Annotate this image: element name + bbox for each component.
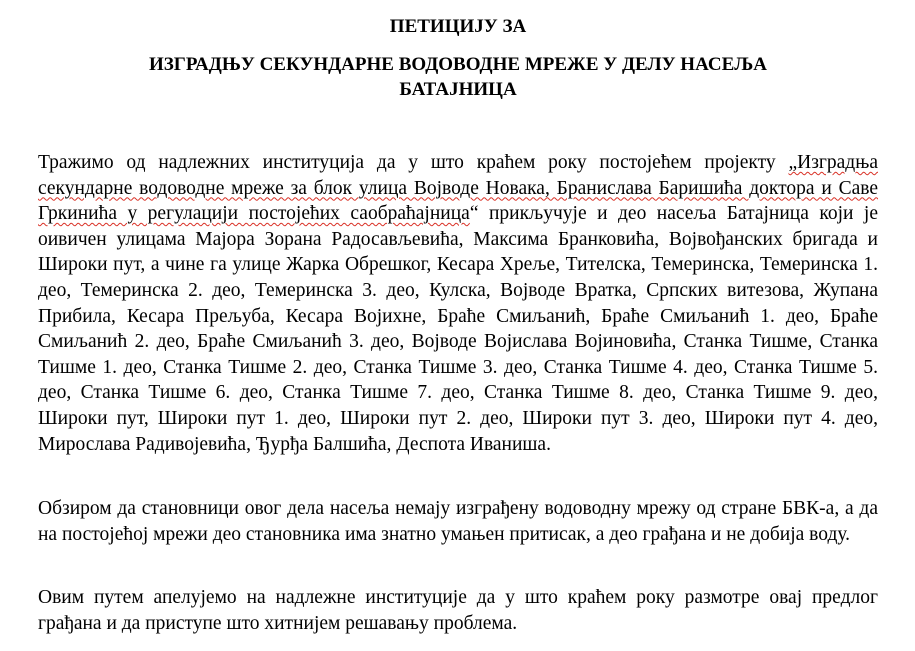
project-title-spellcheck: „Изградња секундарне водоводне мреже за блок улица Војводе Новака, Бранислава Баришића доктора и Саве Гркинића у регулацији постојећих саобраћајница [38, 152, 878, 225]
paragraph-reason: Обзиром да становници овог дела насеља немају изграђену водоводну мрежу од стране БВК-а, а да на постојећој мрежи део становника има знатно умањен притисак, а део грађана и не добија воду. [38, 498, 878, 545]
paragraph-appeal: Овим путем апелујемо на надлежне институције да у што краћем року размотре овај предлог грађана и да приступе што хитнијем решавању проблема. [38, 587, 878, 634]
paragraph-request [38, 150, 878, 457]
petition-heading-line-2: ИЗГРАДЊУ СЕКУНДАРНЕ ВОДОВОДНЕ МРЕЖЕ У ДЕЛУ НАСЕЉА [148, 54, 768, 75]
paragraph-request-lead: Тражимо од надлежних институција да у што краћем року постојећем пројекту [38, 152, 789, 173]
paragraph-request-streets: “ прикључује и део насеља Батајница који је оивичен улицама Мајора Зорана Радосављевића, Максима Бранковића, Војвођанских бригада и Широки пут, а чине га улице Жарка Обрешког, Кесара Хреље, Тителска, Темеринска, Темеринска 1. део, Темеринска 2. део, Темеринска 3. део, Кулска, Војводе Вратка, Српских витезова, Жупана Прибила, Кесара Прељуба, Кесара Војихне, Браће Смиљанић, Браће Смиљанић 1. део, Браће Смиљанић 2. део, Браће Смиљанић 3. део, Војводе Војислава Војиновића, Станка Тишме, Станка Тишме 1. део, Станка Тишме 2. део, Станка Тишме 3. део, Станка Тишме 4. део, Станка Тишме 5. део, Станка Тишме 6. део, Станка Тишме 7. део, Станка Тишме 8. део, Станка Тишме 9. део, Широки пут, Широки пут 1. део, Широки пут 2. део, Широки пут 3. део, Широки пут 4. део, Мирослава Радивојевића, Ђурђа Балшића, Деспота Иваниша. [38, 203, 878, 455]
petition-heading-line-3: БАТАЈНИЦА [399, 79, 517, 100]
petition-heading-line-1: ПЕТИЦИЈУ ЗА [389, 16, 527, 37]
